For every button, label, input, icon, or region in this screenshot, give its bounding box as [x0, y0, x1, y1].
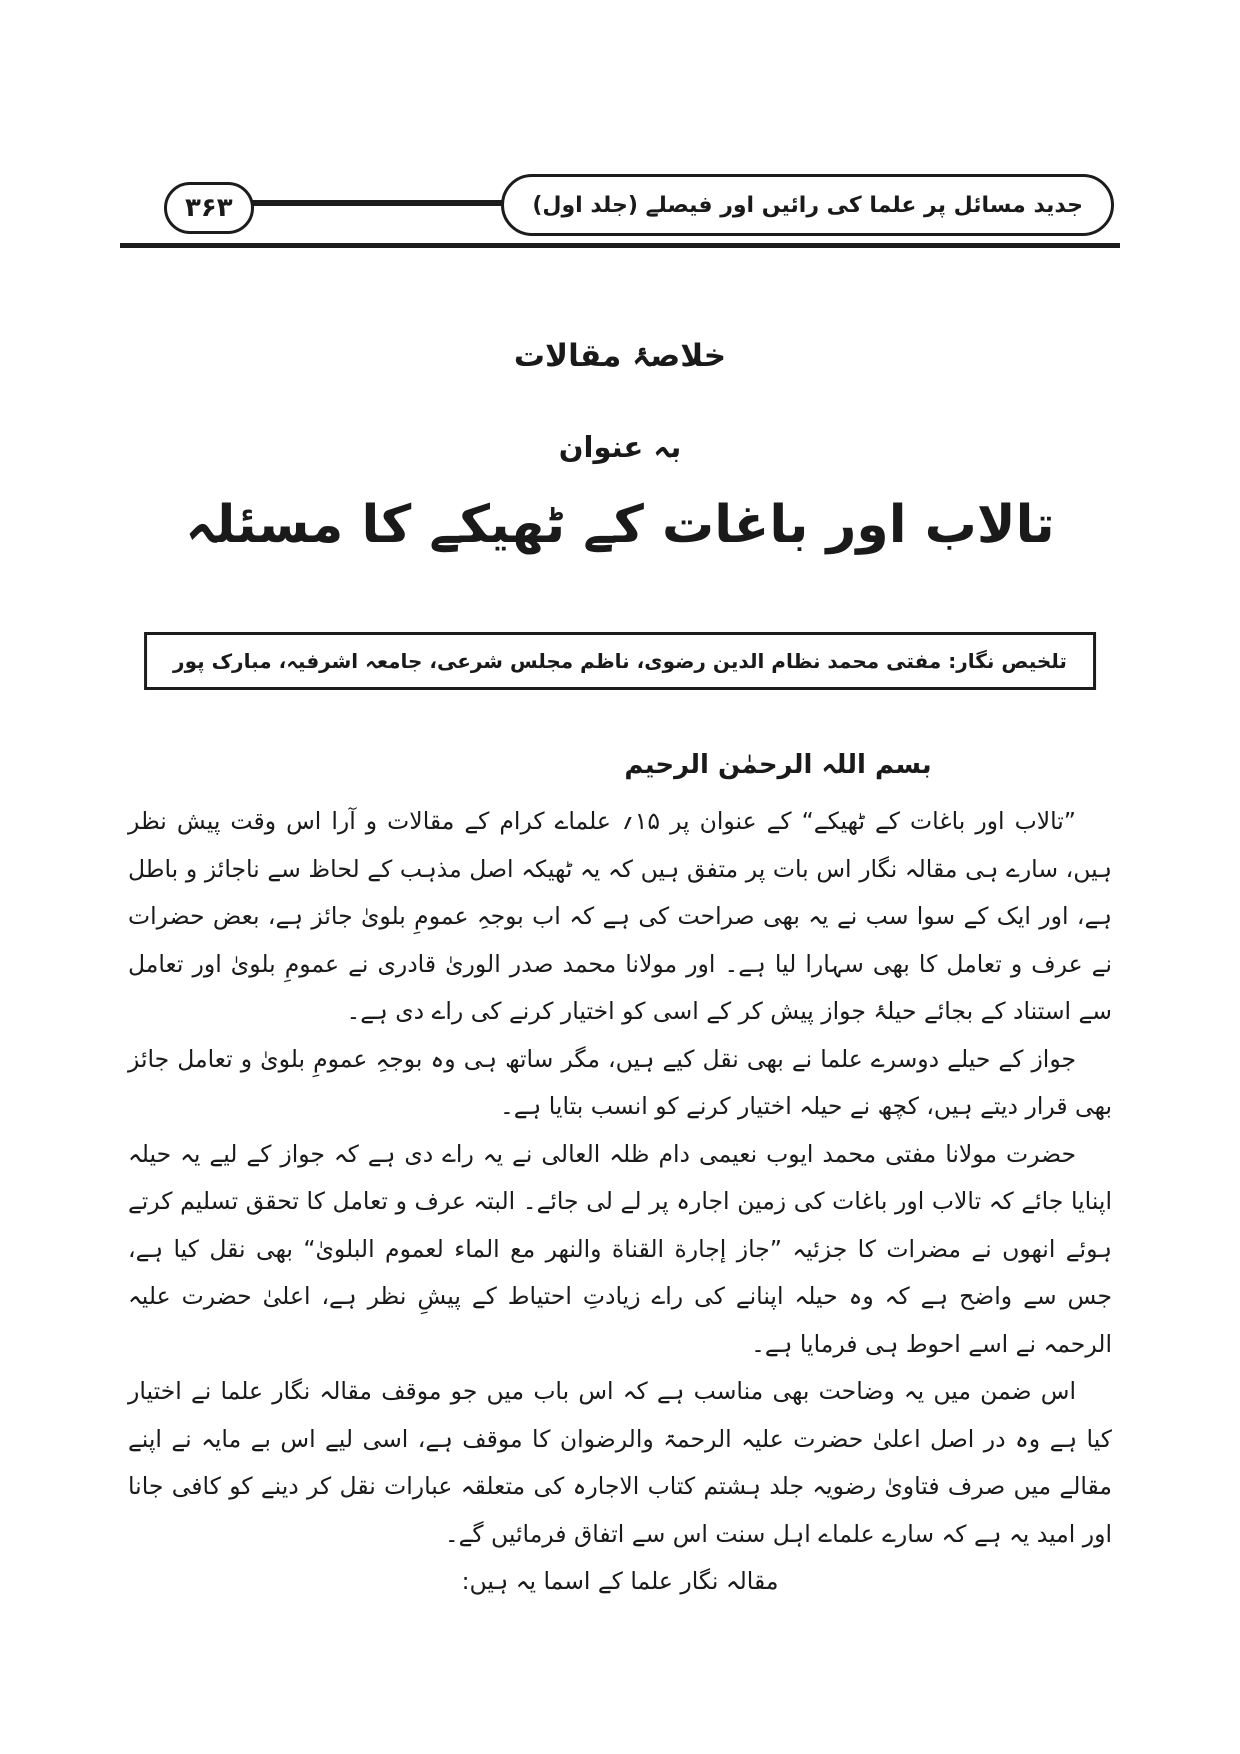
summarizer-credit-box [144, 632, 1096, 690]
body-paragraph: اس ضمن میں یہ وضاحت بھی مناسب ہے کہ اس باب میں جو موقف مقالہ نگار علما نے اختیار کیا ہے وہ در اصل اعلیٰ حضرت علیہ الرحمۃ والرضوان کا موقف ہے، اسی لیے اس بے مایہ نے اپنے مقالے میں صرف فتاویٰ رضویہ جلد ہشتم کتاب الاجارہ کی متعلقہ عبارات نقل کر دینے کو کافی جانا اور امید یہ ہے کہ سارے علماے اہل سنت اس سے اتفاق فرمائیں گے۔ [128, 1377, 1112, 1548]
header-divider-rule [120, 243, 1120, 248]
book-title: جدید مسائل پر علما کی رائیں اور فیصلے (جلد اول) [532, 192, 1083, 218]
page-header [126, 168, 1114, 246]
section-pre-title: بہ عنوان [558, 430, 682, 464]
book-title-pill [501, 174, 1114, 236]
section-kicker: خلاصۂ مقالات [513, 338, 727, 374]
basmala: بسم اللہ الرحمٰن الرحیم [624, 750, 932, 780]
body-paragraph: جواز کے حیلے دوسرے علما نے بھی نقل کیے ہیں، مگر ساتھ ہی وہ بوجہِ عمومِ بلویٰ و تعامل جائز بھی قرار دیتے ہیں، کچھ نے حیلہ اختیار کرنے کو انسب بتایا ہے۔ [128, 1044, 1112, 1120]
article-body [128, 798, 1112, 1606]
page-number: ۳۶۳ [185, 193, 233, 223]
summarizer-credit: تلخیص نگار: مفتی محمد نظام الدین رضوی، ناظم مجلس شرعی، جامعہ اشرفیہ، مبارک پور [173, 649, 1067, 673]
article-title: تالاب اور باغات کے ٹھیکے کا مسئلہ [185, 495, 1055, 555]
closing-line: مقالہ نگار علما کے اسما یہ ہیں: [461, 1567, 779, 1595]
body-paragraph: حضرت مولانا مفتی محمد ایوب نعیمی دام ظلہ العالی نے یہ راے دی ہے کہ جواز کے لیے یہ حیلہ اپنایا جائے کہ تالاب اور باغات کی زمین اجارہ پر لے لی جائے۔ البتہ عرف و تعامل کا تحقق تسلیم کرتے ہوئے انھوں نے مضرات کا جزئیہ ”جاز إجارة القناة والنهر مع الماء لعموم البلوىٰ“ بھی نقل کیا ہے، جس سے واضح ہے کہ وہ حیلہ اپنانے کی راے زیادتِ احتیاط کے پیشِ نظر ہے، اعلیٰ حضرت علیہ الرحمہ نے اسے احوط ہی فرمایا ہے۔ [128, 1139, 1112, 1358]
page-number-pill [164, 182, 254, 234]
body-paragraph: ”تالاب اور باغات کے ٹھیکے“ کے عنوان پر ۱۵؍ علماے کرام کے مقالات و آرا اس وقت پیش نظر ہیں، سارے ہی مقالہ نگار اس بات پر متفق ہیں کہ یہ ٹھیکہ اصل مذہب کے لحاظ سے ناجائز و باطل ہے، اور ایک کے سوا سب نے یہ بھی صراحت کی ہے کہ اب بوجہِ عمومِ بلویٰ جائز ہے، بعض حضرات نے عرف و تعامل کا بھی سہارا لیا ہے۔ اور مولانا محمد صدر الوریٰ قادری نے عمومِ بلویٰ اور تعامل سے استناد کے بجائے حیلۂ جواز پیش کر کے اسی کو اختیار کرنے کی راے دی ہے۔ [128, 807, 1112, 1025]
